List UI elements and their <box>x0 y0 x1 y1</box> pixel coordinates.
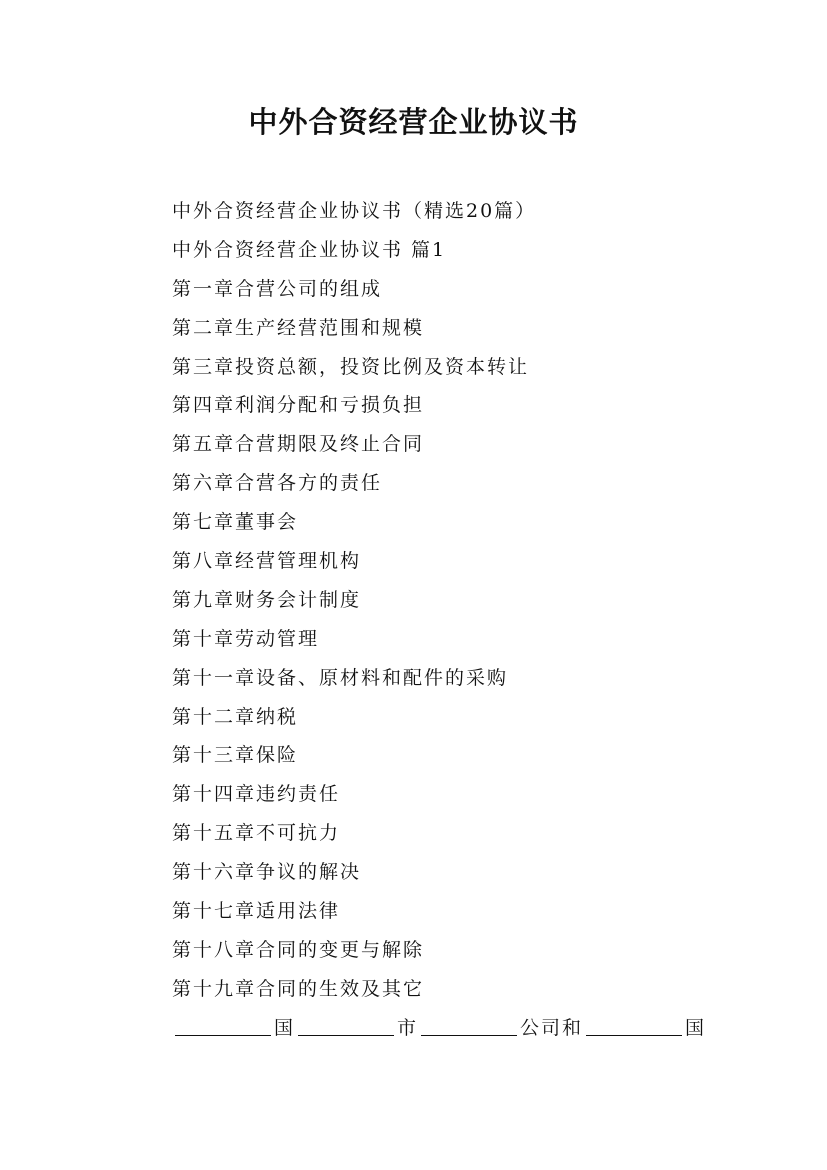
chapter-item: 第十三章保险 <box>172 744 299 767</box>
subtitle-line: 中外合资经营企业协议书（精选20篇） <box>172 200 537 222</box>
chapter-item: 第十八章合同的变更与解除 <box>172 938 425 961</box>
party-word: 公司和 <box>520 1016 584 1039</box>
chapter-item: 第十七章适用法律 <box>172 900 341 923</box>
chapter-item: 第四章利润分配和亏损负担 <box>172 394 425 417</box>
chapter-item: 第十六章争议的解决 <box>172 861 362 884</box>
chapter-item: 第十一章设备、原材料和配件的采购 <box>172 666 509 689</box>
blank-field <box>421 1013 517 1036</box>
chapter-item: 第八章经营管理机构 <box>172 550 362 573</box>
chapter-item: 第十章劳动管理 <box>172 627 320 650</box>
chapter-list <box>172 192 732 1048</box>
chapter-item: 第二章生产经营范围和规模 <box>172 316 425 339</box>
chapter-item: 第十九章合同的生效及其它 <box>172 977 425 1000</box>
chapter-item: 第九章财务会计制度 <box>172 588 362 611</box>
chapter-item: 第六章合营各方的责任 <box>172 472 383 495</box>
blank-field <box>586 1013 682 1036</box>
blank-field <box>298 1013 394 1036</box>
chapter-item: 第一章合营公司的组成 <box>172 277 383 300</box>
document-title: 中外合资经营企业协议书 <box>248 105 579 139</box>
section-heading: 中外合资经营企业协议书 篇1 <box>172 238 447 261</box>
chapter-item: 第七章董事会 <box>172 511 299 534</box>
chapter-item: 第十五章不可抗力 <box>172 822 341 845</box>
party-fill-line <box>172 1009 732 1048</box>
chapter-item: 第五章合营期限及终止合同 <box>172 433 425 456</box>
party-word: 市 <box>397 1016 419 1039</box>
chapter-item: 第十二章纳税 <box>172 705 299 728</box>
party-word: 国 <box>274 1016 296 1039</box>
chapter-item: 第三章投资总额，投资比例及资本转让 <box>172 355 530 378</box>
chapter-item: 第十四章违约责任 <box>172 783 341 806</box>
party-word: 国 <box>685 1016 707 1039</box>
blank-field <box>175 1013 271 1036</box>
